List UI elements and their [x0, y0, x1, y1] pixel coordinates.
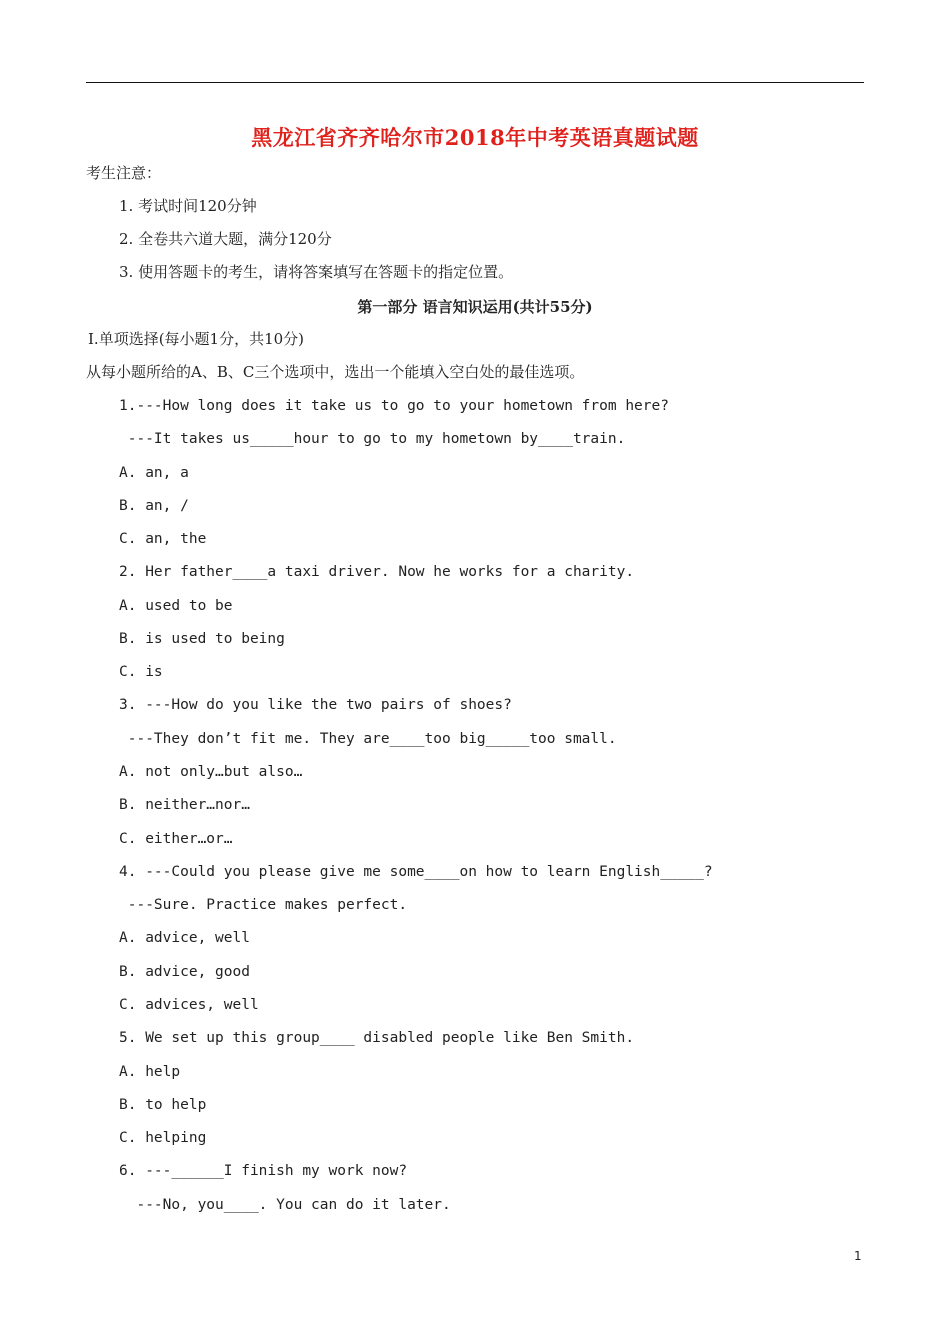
question-stem: ---They don’t fit me. They are____too big_____too small.	[119, 731, 617, 747]
answer-option: C. is	[119, 664, 163, 680]
question-stem: 3. ---How do you like the two pairs of shoes?	[119, 697, 512, 713]
question-stem: 1.---How long does it take us to go to your hometown from here?	[119, 398, 669, 414]
answer-option: A. an, a	[119, 465, 189, 481]
answer-option: B. an, /	[119, 498, 189, 514]
question-stem: 2. Her father____a taxi driver. Now he works for a charity.	[119, 564, 635, 580]
answer-option: A. not only…but also…	[119, 764, 303, 780]
question-stem: ---Sure. Practice makes perfect.	[119, 897, 408, 913]
notice-item: 2. 全卷共六道大题，满分120分	[119, 230, 332, 248]
notice-item: 3. 使用答题卡的考生，请将答案填写在答题卡的指定位置。	[119, 263, 514, 281]
part-heading: 第一部分 语言知识运用(共计55分)	[357, 298, 593, 316]
question-stem: ---It takes us_____hour to go to my hometown by____train.	[119, 431, 626, 447]
notice-item: 1. 考试时间120分钟	[119, 197, 257, 215]
document-title: 黑龙江省齐齐哈尔市2018年中考英语真题试题	[251, 125, 699, 150]
answer-option: A. used to be	[119, 598, 233, 614]
answer-option: C. either…or…	[119, 831, 233, 847]
section-instruction: 从每小题所给的A、B、C三个选项中，选出一个能填入空白处的最佳选项。	[86, 363, 585, 381]
notice-heading: 考生注意：	[86, 164, 162, 182]
question-stem: 6. ---______I finish my work now?	[119, 1163, 408, 1179]
answer-option: A. help	[119, 1064, 181, 1080]
page-number: 1	[854, 1249, 862, 1263]
answer-option: B. to help	[119, 1097, 207, 1113]
answer-option: C. advices, well	[119, 997, 259, 1013]
answer-option: B. advice, good	[119, 964, 250, 980]
answer-option: C. an, the	[119, 531, 207, 547]
answer-option: B. neither…nor…	[119, 797, 250, 813]
answer-option: C. helping	[119, 1130, 207, 1146]
header-rule	[86, 82, 864, 83]
question-stem: 4. ---Could you please give me some____on how to learn English_____?	[119, 864, 713, 880]
question-stem: ---No, you____. You can do it later.	[119, 1197, 451, 1213]
answer-option: B. is used to being	[119, 631, 285, 647]
section-heading: Ⅰ.单项选择(每小题1分，共10分)	[88, 330, 305, 348]
answer-option: A. advice, well	[119, 930, 250, 946]
question-stem: 5. We set up this group____ disabled people like Ben Smith.	[119, 1030, 635, 1046]
